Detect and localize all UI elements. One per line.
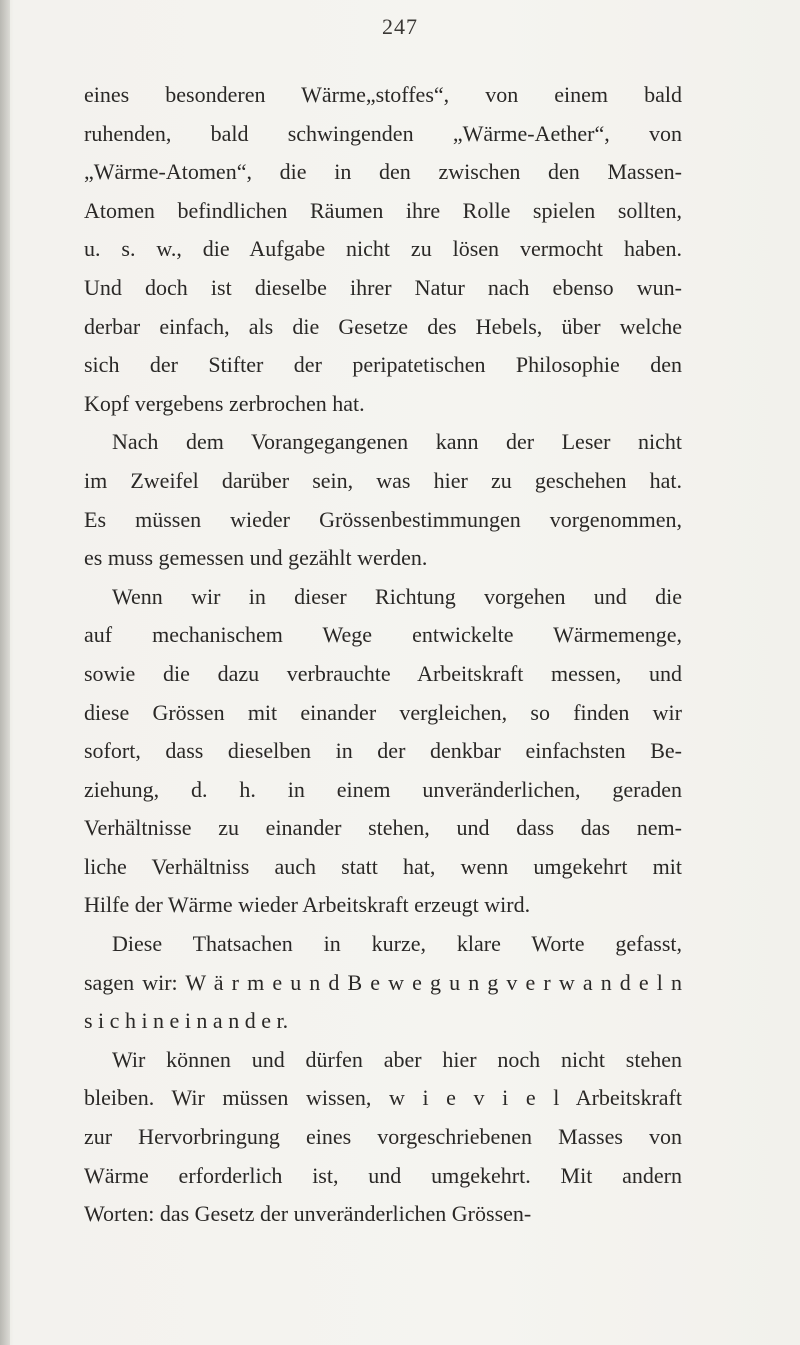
text-line: sagen wir: W ä r m e u n d B e w e g u n g v e r w a n d e l n	[84, 969, 682, 995]
text-line: Kopf vergebens zerbrochen hat.	[84, 390, 365, 416]
text-line: s i c h i n e i n a n d e r.	[84, 1008, 289, 1034]
text-line: eines besonderen Wärme„stoffes“, von einem bald	[84, 82, 682, 107]
body-text	[84, 76, 682, 1234]
text-line: liche Verhältniss auch statt hat, wenn umgekehrt mit	[84, 853, 682, 879]
text-line: zur Hervorbringung eines vorgeschriebenen Masses von	[84, 1124, 682, 1150]
text-line: Wir können und dürfen aber hier noch nicht stehen	[112, 1046, 682, 1072]
text-line: es muss gemessen und gezählt werden.	[84, 545, 428, 571]
text-line: ziehung, d. h. in einem unveränderlichen, geraden	[84, 776, 682, 802]
text-line: Diese Thatsachen in kurze, klare Worte gefasst,	[112, 931, 682, 957]
text-line: ruhenden, bald schwingenden „Wärme-Aether“, von	[84, 120, 682, 146]
text-line: Es müssen wieder Grössenbestimmungen vorgenommen,	[84, 506, 682, 532]
text-line: Atomen befindlichen Räumen ihre Rolle spielen sollten,	[84, 197, 682, 223]
text-line: Worten: das Gesetz der unveränderlichen Grössen-	[84, 1201, 532, 1227]
text-line: sowie die dazu verbrauchte Arbeitskraft messen, und	[84, 660, 682, 686]
text-line: auf mechanischem Wege entwickelte Wärmemenge,	[84, 622, 682, 648]
text-line: bleiben. Wir müssen wissen, w i e v i e l Arbeitskraft	[84, 1085, 682, 1111]
text-line: „Wärme-Atomen“, die in den zwischen den Massen-	[84, 159, 682, 185]
text-line: diese Grössen mit einander vergleichen, so finden wir	[84, 699, 682, 725]
text-line: Wärme erforderlich ist, und umgekehrt. Mit andern	[84, 1162, 682, 1188]
text-line: Hilfe der Wärme wieder Arbeitskraft erzeugt wird.	[84, 892, 531, 918]
text-line: im Zweifel darüber sein, was hier zu geschehen hat.	[84, 467, 682, 493]
page-number: 247	[382, 14, 418, 39]
text-line: derbar einfach, als die Gesetze des Hebels, über welche	[84, 313, 682, 339]
page-spine-shadow	[0, 0, 10, 1345]
text-line: Nach dem Vorangegangenen kann der Leser nicht	[112, 429, 682, 455]
text-line: sich der Stifter der peripatetischen Philosophie den	[84, 352, 682, 378]
text-line: Wenn wir in dieser Richtung vorgehen und die	[112, 583, 682, 609]
text-line: Verhältnisse zu einander stehen, und dass das nem-	[84, 815, 682, 841]
text-line: Und doch ist dieselbe ihrer Natur nach ebenso wun-	[84, 274, 682, 300]
text-line: sofort, dass dieselben in der denkbar einfachsten Be-	[84, 738, 682, 764]
text-line: u. s. w., die Aufgabe nicht zu lösen vermocht haben.	[84, 236, 682, 262]
